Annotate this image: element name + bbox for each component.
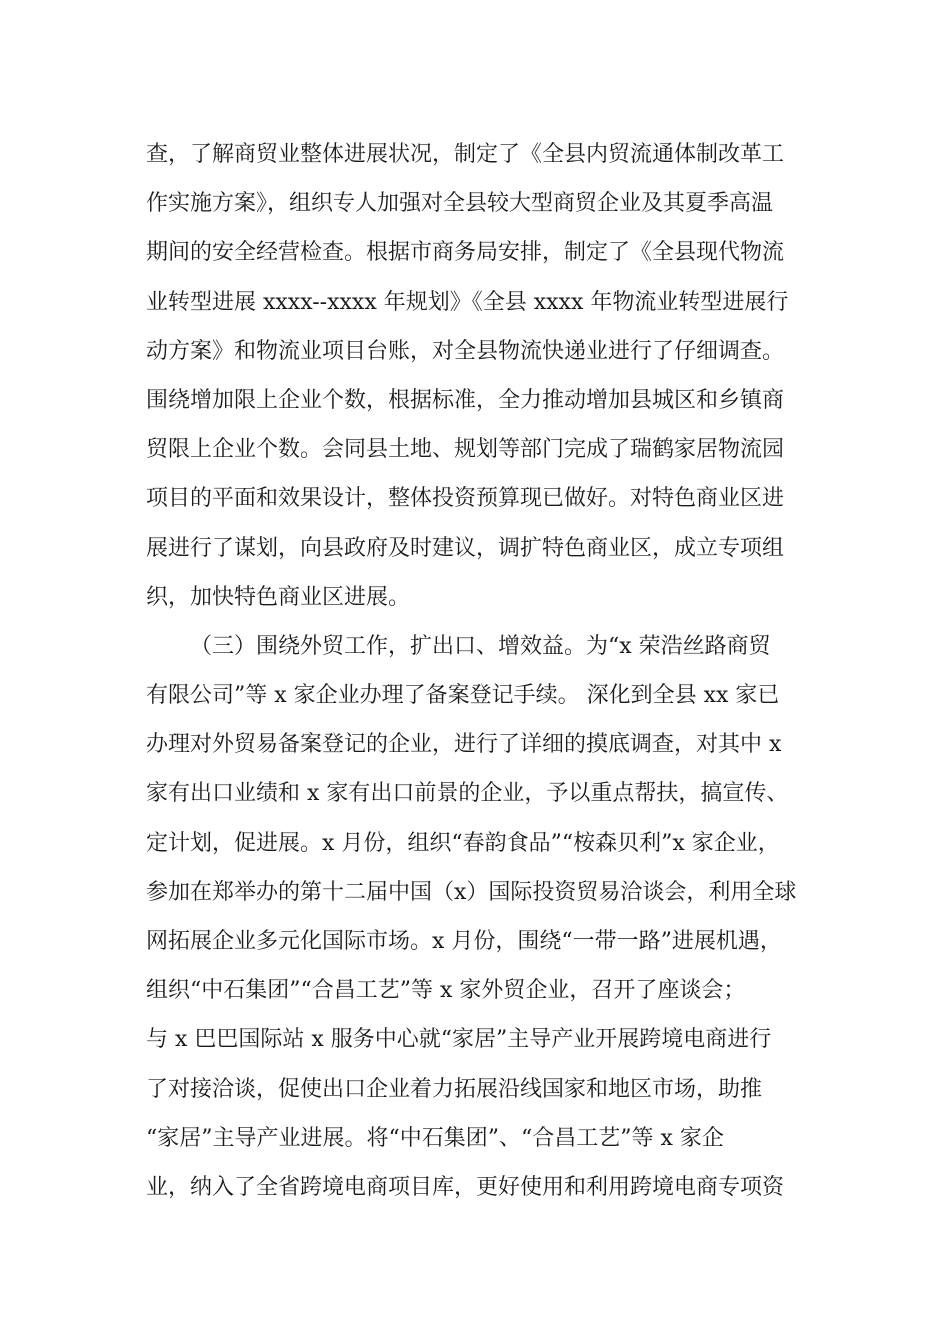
text-line: 办理对外贸易备案登记的企业，进行了详细的摸底调查，对其中 x	[146, 732, 782, 758]
text-line: 业，纳入了全省跨境电商项目库，更好使用和利用跨境电商专项资	[146, 1174, 785, 1200]
text-line: 有限公司”等 x 家企业办理了备案登记手续。 深化到全县 xx 家已	[146, 683, 780, 709]
text-line: 网拓展企业多元化国际市场。x 月份，围绕“一带一路”进展机遇，	[146, 929, 782, 954]
text-line: 织，加快特色商业区进展。	[146, 584, 411, 610]
text-line: 组织“中石集团”“合昌工艺”等 x 家外贸企业，召开了座谈会；	[146, 978, 746, 1004]
text-line: 家有出口业绩和 x 家有出口前景的企业，予以重点帮扶，搞宣传、	[146, 781, 789, 807]
section-heading-line: （三）围绕外贸工作，扩出口、增效益。为“x 荣浩丝路商贸	[190, 633, 771, 659]
text-line: 了对接洽谈，促使出口企业着力拓展沿线国家和地区市场，助推	[146, 1076, 763, 1102]
text-line: 作实施方案》，组织专人加强对全县较大型商贸企业及其夏季高温	[146, 191, 774, 217]
text-line: 围绕增加限上企业个数，根据标准，全力推动增加县城区和乡镇商	[146, 387, 785, 413]
body-text	[146, 130, 836, 1212]
text-line: 展进行了谋划，向县政府及时建议，调扩特色商业区，成立专项组	[146, 535, 785, 561]
text-line: 动方案》和物流业项目台账，对全县物流快递业进行了仔细调查。	[146, 338, 785, 364]
text-line: 定计划，促进展。x 月份，组织“春韵食品”“桉森贝利”x 家企业，	[146, 830, 780, 856]
text-line: 项目的平面和效果设计，整体投资预算现已做好。对特色商业区进	[146, 486, 785, 512]
text-line: “家居”主导产业进展。将“中石集团”、“合昌工艺”等 x 家企	[146, 1125, 724, 1151]
text-line: 业转型进展 xxxx--xxxx 年规划》《全县 xxxx 年物流业转型进展行	[146, 289, 789, 315]
text-line: 查，了解商贸业整体进展状况，制定了《全县内贸流通体制改革工	[146, 142, 785, 167]
text-line: 贸限上企业个数。会同县土地、规划等部门完成了瑞鹤家居物流园	[146, 437, 785, 463]
text-line: 参加在郑举办的第十二届中国（x）国际投资贸易洽谈会，利用全球	[146, 879, 797, 905]
text-line: 与 x 巴巴国际站 x 服务中心就“家居”主导产业开展跨境电商进行	[146, 1027, 772, 1053]
text-line: 期间的安全经营检查。根据市商务局安排，制定了《全县现代物流	[146, 240, 785, 266]
